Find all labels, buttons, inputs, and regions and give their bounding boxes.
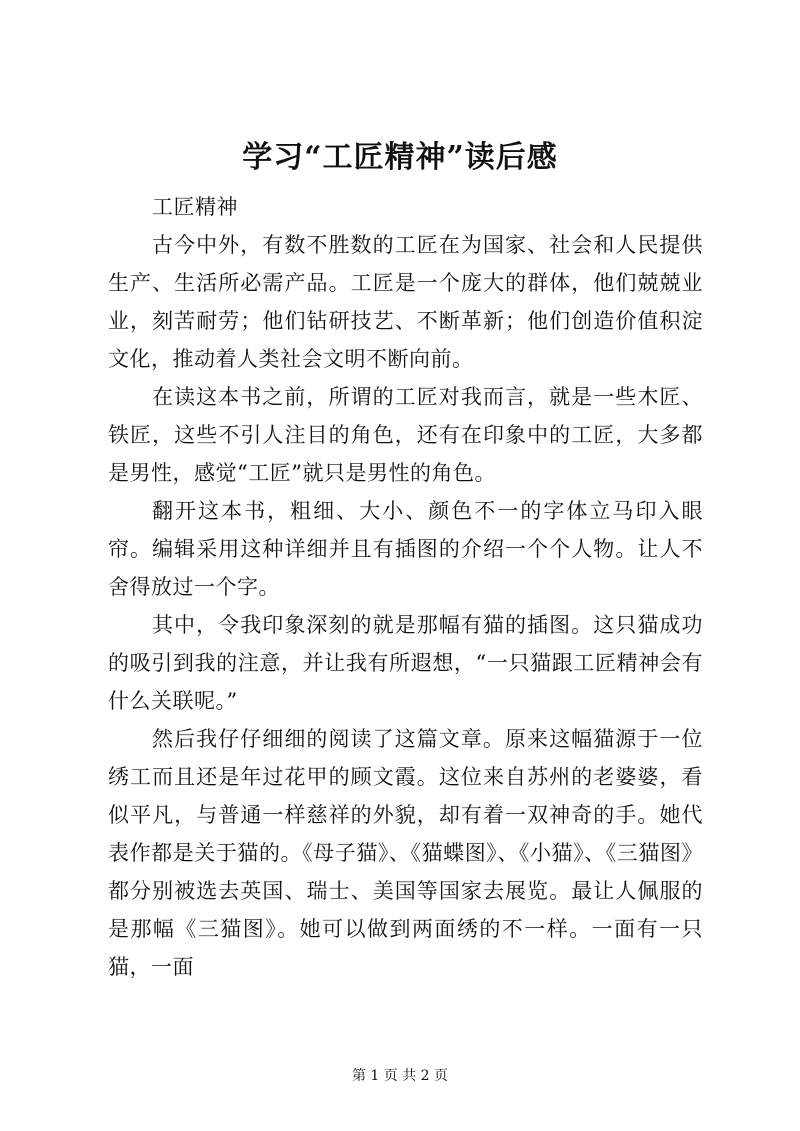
paragraph: 翻开这本书，粗细、大小、颜色不一的字体立马印入眼帘。编辑采用这种详细并且有插图的介绍一个个人物。让人不舍得放过一个字。: [108, 499, 703, 599]
paragraph: 其中，令我印象深刻的就是那幅有猫的插图。这只猫成功的吸引到我的注意，并让我有所遐想，“一只猫跟工匠精神会有什么关联呢。”: [108, 613, 703, 713]
paragraph: 然后我仔仔细细的阅读了这篇文章。原来这幅猫源于一位绣工而且还是年过花甲的顾文霞。这位来自苏州的老婆婆，看似平凡，与普通一样慈祥的外貌，却有着一双神奇的手。她代表作都是关于猫的。《母子猫》、《猫蝶图》、《小猫》、《三猫图》都分别被选去英国、瑞士、美国等国家去展览。最让人佩服的是那幅《三猫图》。她可以做到两面绣的不一样。一面有一只猫，一面: [108, 727, 703, 979]
document-body: [108, 188, 703, 986]
paragraph-heading: 工匠精神: [152, 195, 238, 219]
paragraph: 古今中外，有数不胜数的工匠在为国家、社会和人民提供生产、生活所必需产品。工匠是一个庞大的群体，他们兢兢业业，刻苦耐劳；他们钻研技艺、不断革新；他们创造价值积淀文化，推动着人类社会文明不断向前。: [108, 233, 703, 371]
page-number-footer: 第 1 页 共 2 页: [351, 1068, 449, 1084]
document-title: 学习“工匠精神”读后感: [242, 140, 558, 175]
paragraph: 在读这本书之前，所谓的工匠对我而言，就是一些木匠、铁匠，这些不引人注目的角色，还有在印象中的工匠，大多都是男性，感觉“工匠”就只是男性的角色。: [108, 385, 703, 485]
